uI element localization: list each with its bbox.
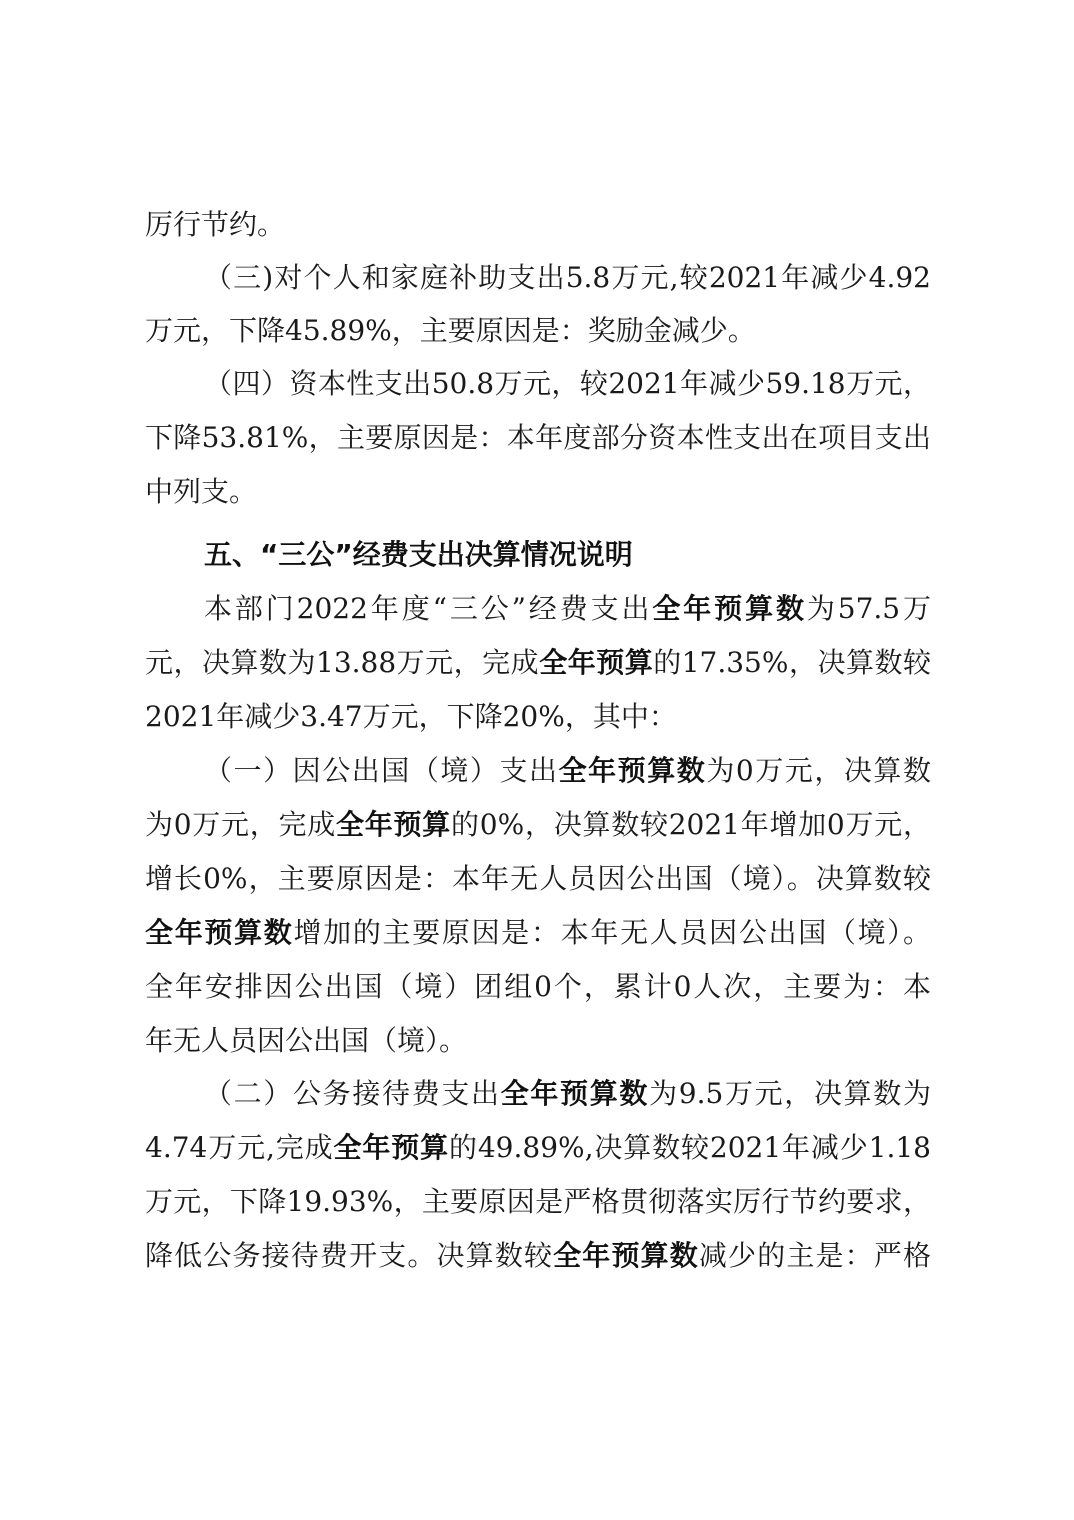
paragraph-line: 全年预算数增加的主要原因是：本年无人员因公出国（境）。 — [145, 916, 931, 949]
paragraph-line: 中列支。 — [145, 475, 258, 508]
emphasis-text: 全年预算数 — [558, 754, 707, 787]
paragraph-line: （四）资本性支出50.8万元，较2021年减少59.18万元， — [204, 367, 931, 400]
emphasis-text: 全年预算数 — [500, 1077, 650, 1110]
paragraph-line: （一）因公出国（境）支出全年预算数为0万元，决算数 — [204, 754, 931, 787]
emphasis-text: 全年预算数 — [553, 1239, 699, 1272]
paragraph-line: 万元，下降19.93%，主要原因是严格贯彻落实厉行节约要求， — [145, 1185, 931, 1218]
paragraph-line: 全年安排因公出国（境）团组0个，累计0人次，主要为：本 — [145, 970, 931, 1003]
paragraph-line: （三)对个人和家庭补助支出5.8万元,较2021年减少4.92 — [204, 261, 931, 294]
paragraph-line: 元，决算数为13.88万元，完成全年预算的17.35%，决算数较 — [145, 646, 931, 679]
paragraph-line: 本部门2022年度“三公”经费支出全年预算数为57.5万 — [204, 592, 931, 625]
emphasis-text: 全年预算数 — [145, 916, 294, 949]
paragraph-line: 增长0%，主要原因是：本年无人员因公出国（境）。决算数较 — [145, 862, 931, 895]
paragraph-line: 2021年减少3.47万元，下降20%，其中： — [145, 700, 677, 733]
paragraph-line: 万元，下降45.89%，主要原因是：奖励金减少。 — [145, 314, 756, 347]
paragraph-line: 降低公务接待费开支。决算数较全年预算数减少的主是：严格 — [145, 1239, 931, 1272]
paragraph-line: 4.74万元,完成全年预算的49.89%,决算数较2021年减少1.18 — [145, 1131, 931, 1164]
emphasis-text: 全年预算 — [333, 1131, 449, 1164]
paragraph-line: 下降53.81%，主要原因是：本年度部分资本性支出在项目支出 — [145, 421, 931, 454]
emphasis-text: 全年预算 — [539, 646, 654, 679]
paragraph-line: （二）公务接待费支出全年预算数为9.5万元，决算数为 — [204, 1077, 931, 1110]
paragraph-line: 为0万元，完成全年预算的0%，决算数较2021年增加0万元， — [145, 808, 931, 841]
paragraph-line: 厉行节约。 — [145, 208, 286, 241]
emphasis-text: 全年预算 — [336, 808, 452, 841]
paragraph-line: 年无人员因公出国（境）。 — [145, 1024, 468, 1057]
emphasis-text: 全年预算数 — [652, 592, 807, 625]
section-heading: 五、“三公”经费支出决算情况说明 — [204, 538, 633, 571]
